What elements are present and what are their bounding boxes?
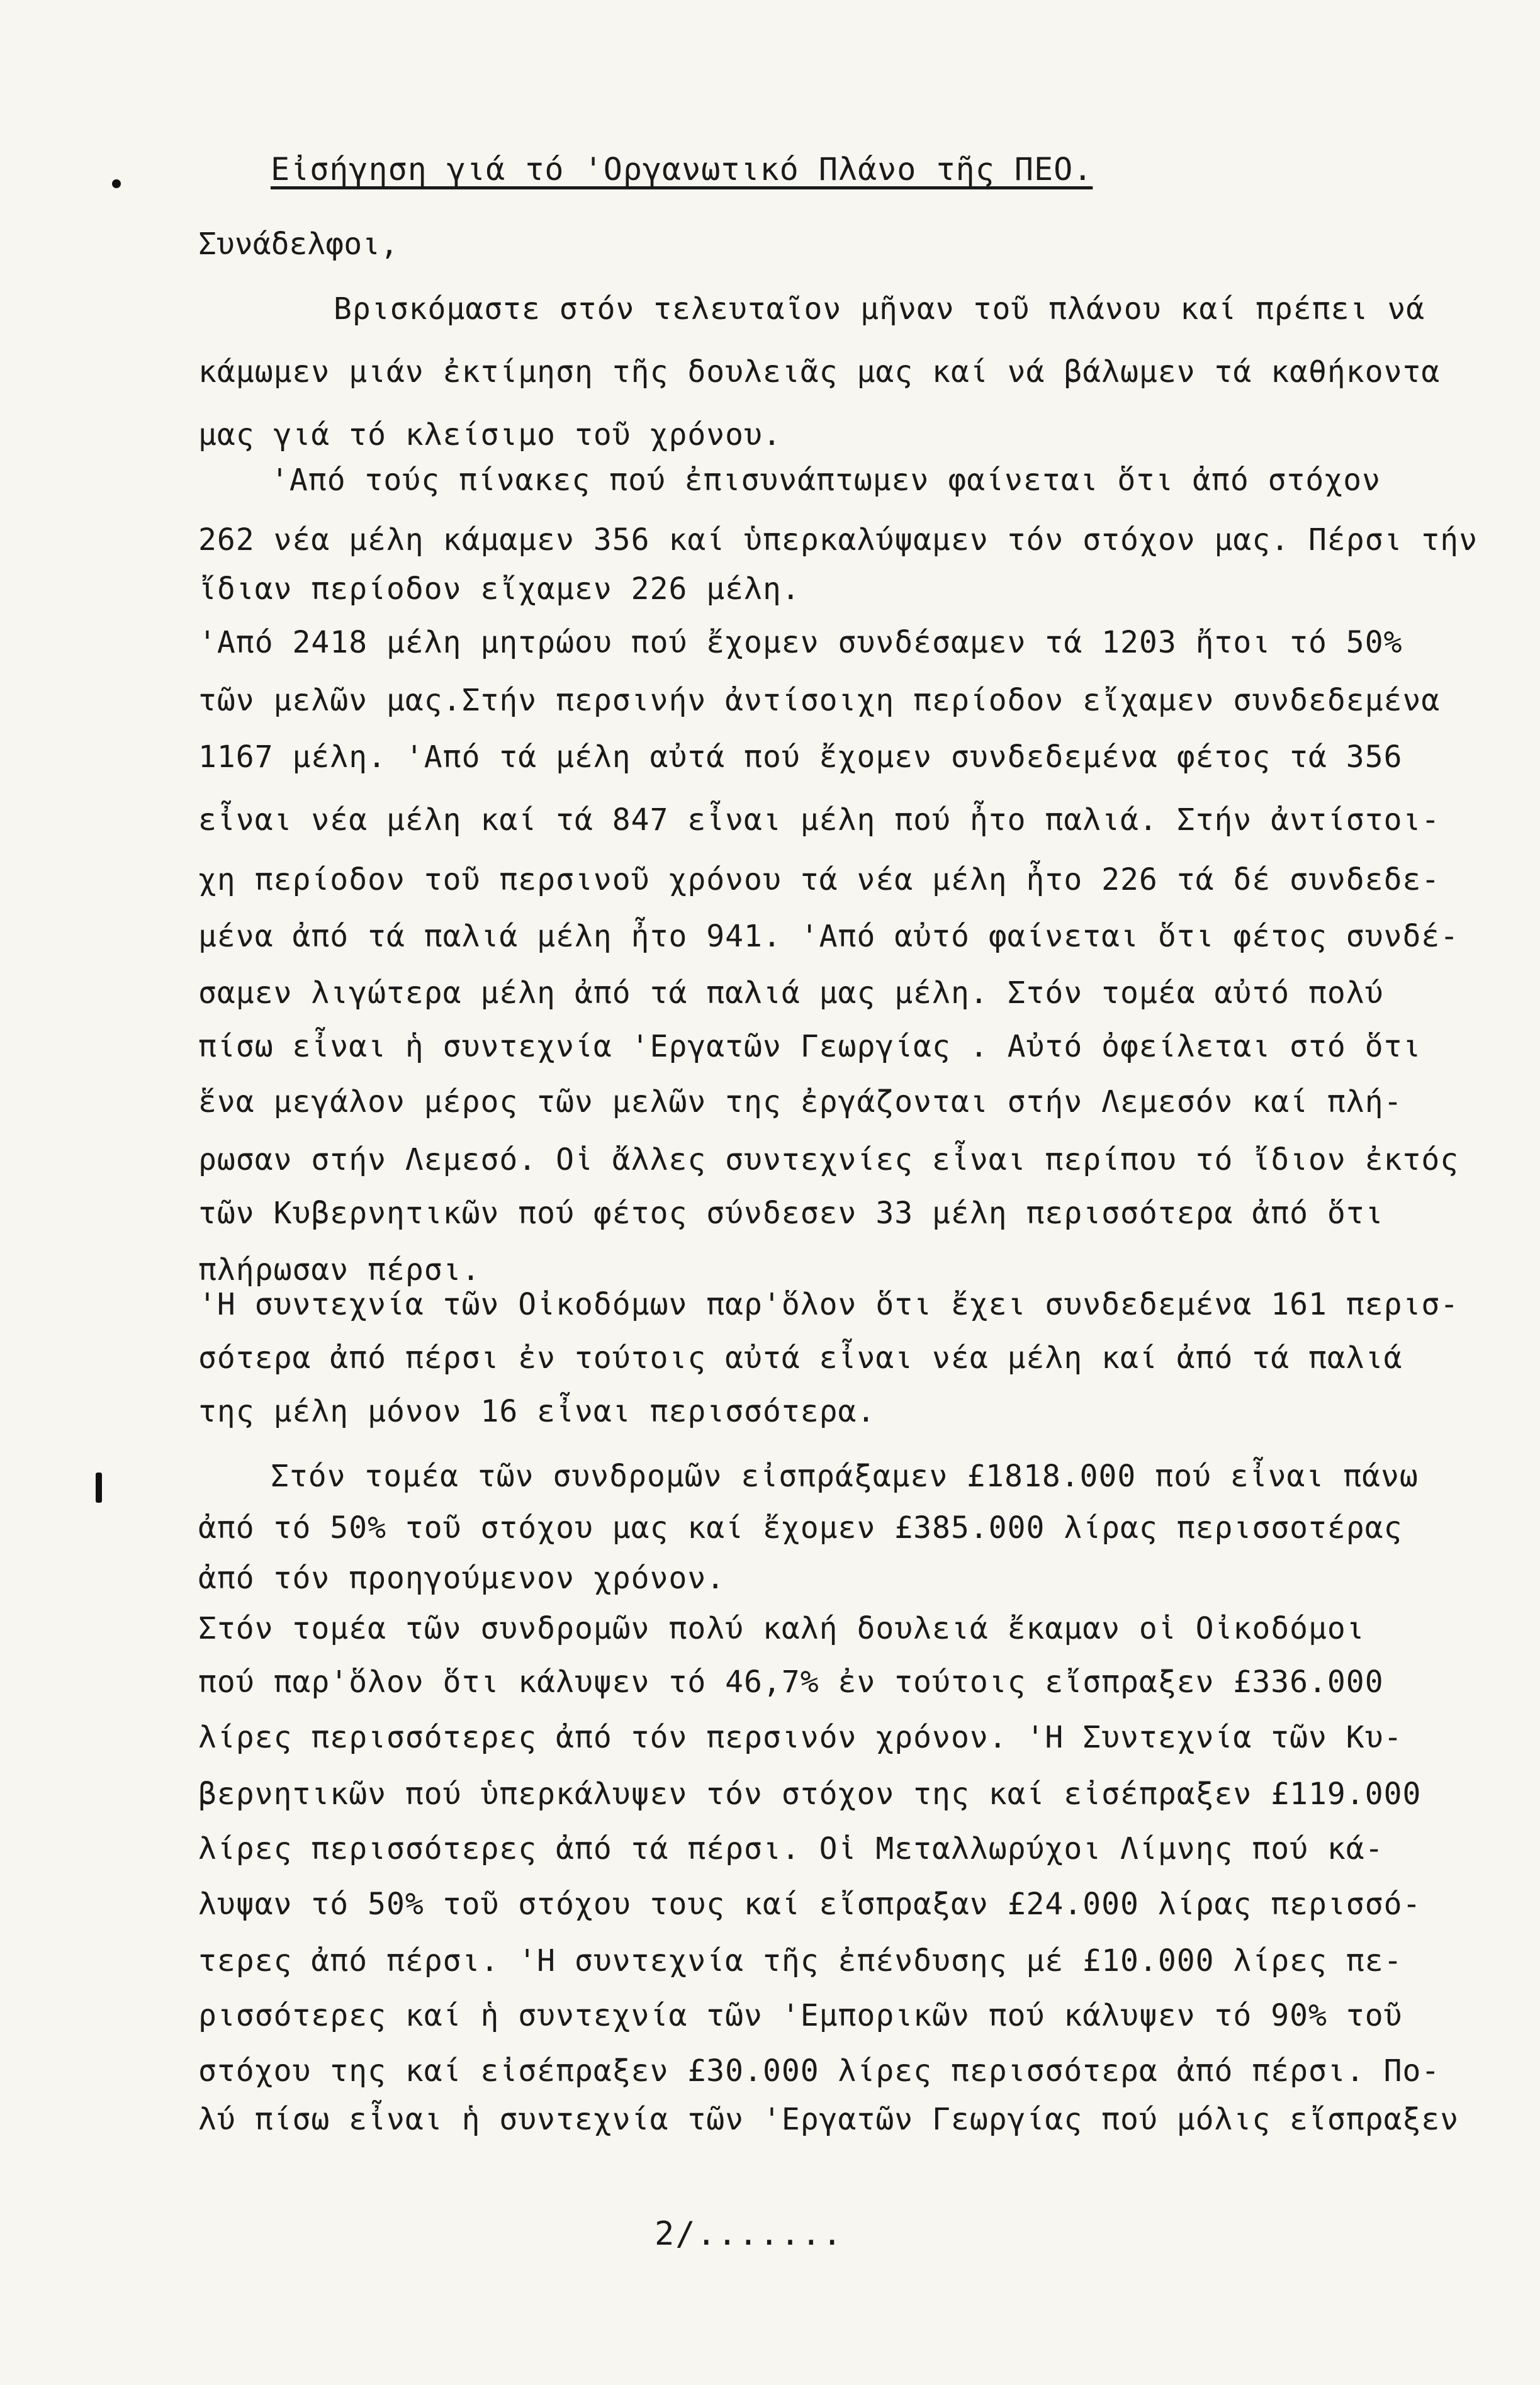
text-line: σότερα ἀπό πέρσι ἐν τούτοις αὐτά εἶναι νέα μέλη καί ἀπό τά παλιά (198, 1340, 1403, 1376)
text-line: 'Από 2418 μέλη μητρώου πού ἔχομεν συνδέσαμεν τά 1203 ἤτοι τό 50% (198, 625, 1403, 660)
text-line: πίσω εἶναι ἡ συντεχνία 'Εργατῶν Γεωργίας . Αὐτό ὀφείλεται στό ὅτι (198, 1029, 1422, 1064)
text-line: εἶναι νέα μέλη καί τά 847 εἶναι μέλη πού ἦτο παλιά. Στήν ἀντίστοι- (198, 802, 1441, 838)
text-line: πλήρωσαν πέρσι. (198, 1252, 481, 1288)
text-line: 262 νέα μέλη κάμαμεν 356 καί ὑπερκαλύψαμεν τόν στόχον μας. Πέρσι τήν (198, 522, 1478, 558)
text-line: σαμεν λιγώτερα μέλη ἀπό τά παλιά μας μέλη. Στόν τομέα αὐτό πολύ (198, 975, 1384, 1011)
text-line: ἀπό τό 50% τοῦ στόχου μας καί ἔχομεν £385.000 λίρας περισσοτέρας (198, 1510, 1403, 1546)
margin-mark-left (96, 1473, 102, 1503)
page-marker: 2/....... (655, 2215, 843, 2253)
text-line: 1167 μέλη. 'Από τά μέλη αὐτά πού ἔχομεν συνδεδεμένα φέτος τά 356 (198, 739, 1403, 775)
document-title: Εἰσήγηση γιά τό 'Οργανωτικό Πλάνο τῆς ΠΕΟ. (271, 151, 1093, 188)
text-line: λύ πίσω εἶναι ἡ συντεχνία τῶν 'Εργατῶν Γεωργίας πού μόλις εἴσπραξεν (198, 2102, 1459, 2137)
text-line: λυψαν τό 50% τοῦ στόχου τους καί εἴσπραξαν £24.000 λίρας περισσό- (198, 1887, 1422, 1922)
text-line: τῶν Κυβερνητικῶν πού φέτος σύνδεσεν 33 μέλη περισσότερα ἀπό ὅτι (198, 1196, 1384, 1231)
text-line: πού παρ'ὅλον ὅτι κάλυψεν τό 46,7% ἐν τούτοις εἴσπραξεν £336.000 (198, 1664, 1384, 1700)
text-line: ἀπό τόν προηγούμενον χρόνον. (198, 1561, 726, 1596)
salutation: Συνάδελφοι, (198, 227, 398, 262)
text-line: τερες ἀπό πέρσι. 'Η συντεχνία τῆς ἐπένδυσης μέ £10.000 λίρες πε- (198, 1943, 1403, 1978)
text-line: κάμωμεν μιάν ἐκτίμηση τῆς δουλειᾶς μας καί νά βάλωμεν τά καθήκοντα (198, 354, 1441, 390)
text-line: της μέλη μόνον 16 εἶναι περισσότερα. (198, 1394, 876, 1429)
text-line: ρωσαν στήν Λεμεσό. Οἱ ἄλλες συντεχνίες εἶναι περίπου τό ἴδιον ἐκτός (198, 1142, 1459, 1177)
text-line: μένα ἀπό τά παλιά μέλη ἦτο 941. 'Από αὐτό φαίνεται ὅτι φέτος συνδέ- (198, 919, 1459, 954)
text-line: Βρισκόμαστε στόν τελευταῖον μῆναν τοῦ πλάνου καί πρέπει νά (334, 291, 1425, 327)
text-line: στόχου της καί εἰσέπραξεν £30.000 λίρες περισσότερα ἀπό πέρσι. Πο- (198, 2053, 1441, 2089)
text-line: χη περίοδον τοῦ περσινοῦ χρόνου τά νέα μέλη ἦτο 226 τά δέ συνδεδε- (198, 862, 1441, 897)
text-line: βερνητικῶν πού ὑπερκάλυψεν τόν στόχον της καί εἰσέπραξεν £119.000 (198, 1776, 1422, 1812)
text-line: λίρες περισσότερες ἀπό τά πέρσι. Οἱ Μεταλλωρύχοι Λίμνης πού κά- (198, 1831, 1384, 1866)
text-line: τῶν μελῶν μας.Στήν περσινήν ἀντίσοιχη περίοδον εἴχαμεν συνδεδεμένα (198, 683, 1441, 718)
text-line: ρισσότερες καί ἡ συντεχνία τῶν 'Εμπορικῶν πού κάλυψεν τό 90% τοῦ (198, 1998, 1403, 2033)
text-line: 'Από τούς πίνακες πού ἐπισυνάπτωμεν φαίνεται ὅτι ἀπό στόχον (271, 463, 1381, 498)
text-line: Στόν τομέα τῶν συνδρομῶν πολύ καλή δουλειά ἔκαμαν οἱ Οἰκοδόμοι (198, 1611, 1365, 1646)
text-line: ἴδιαν περίοδον εἴχαμεν 226 μέλη. (198, 571, 801, 607)
margin-dot (112, 179, 121, 188)
text-line: λίρες περισσότερες ἀπό τόν περσινόν χρόνον. 'Η Συντεχνία τῶν Κυ- (198, 1720, 1403, 1755)
text-line: ἕνα μεγάλον μέρος τῶν μελῶν της ἐργάζονται στήν Λεμεσόν καί πλή- (198, 1084, 1403, 1120)
text-line: Στόν τομέα τῶν συνδρομῶν εἰσπράξαμεν £1818.000 πού εἶναι πάνω (271, 1459, 1419, 1494)
text-line: 'Η συντεχνία τῶν Οἰκοδόμων παρ'ὅλον ὅτι ἔχει συνδεδεμένα 161 περισ- (198, 1287, 1459, 1322)
text-line: μας γιά τό κλείσιμο τοῦ χρόνου. (198, 417, 782, 452)
